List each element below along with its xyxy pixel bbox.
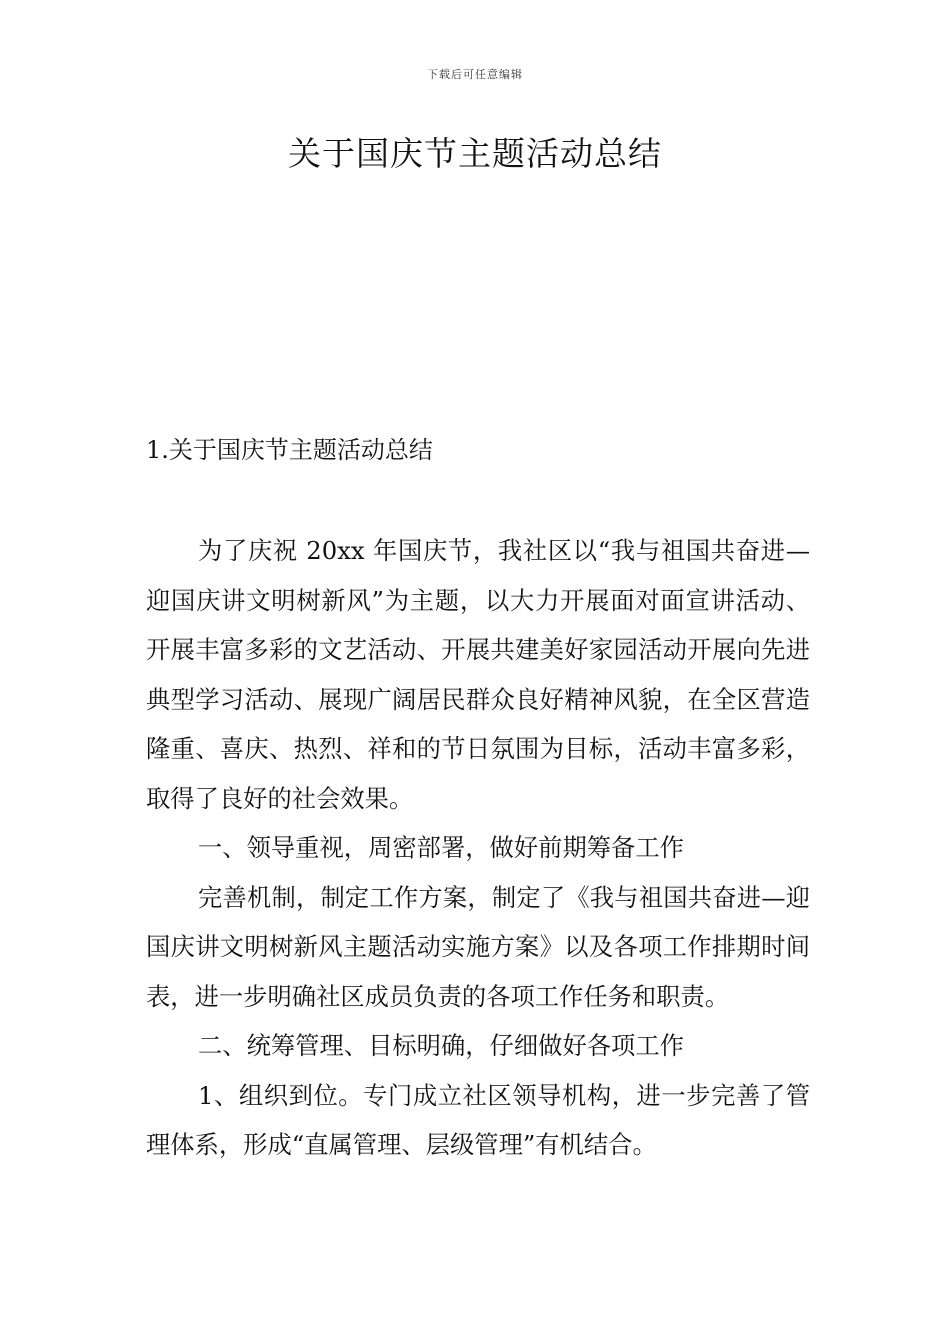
subheading-2: 二、统筹管理、目标明确，仔细做好各项工作 bbox=[198, 1031, 684, 1060]
document-title: 关于国庆节主题活动总结 bbox=[288, 134, 662, 173]
paragraph-mechanism: 完善机制，制定工作方案，制定了《我与祖国共奋进—迎国庆讲文明树新风主题活动实施方案》以及各项工作排期时间表，进一步明确社区成员负责的各项工作任务和职责。 bbox=[146, 882, 810, 1011]
intro-paragraph: 为了庆祝 20xx 年国庆节，我社区以“我与祖国共奋进—迎国庆讲文明树新风”为主题，以大力开展面对面宣讲活动、开展丰富多彩的文艺活动、开展共建美好家园活动开展向先进典型学习活动、展现广阔居民群众良好精神风貌，在全区营造隆重、喜庆、热烈、祥和的节日氛围为目标，活动丰富多彩，取得了良好的社会效果。 bbox=[146, 536, 810, 813]
document-body bbox=[146, 526, 810, 1170]
header-note: 下载后可任意编辑 bbox=[427, 68, 523, 81]
paragraph-organization: 1、组织到位。专门成立社区领导机构，进一步完善了管理体系，形成“直属管理、层级管理”有机结合。 bbox=[146, 1080, 810, 1159]
section-heading: 1.关于国庆节主题活动总结 bbox=[146, 436, 433, 464]
subheading-1: 一、领导重视，周密部署，做好前期筹备工作 bbox=[198, 833, 684, 862]
